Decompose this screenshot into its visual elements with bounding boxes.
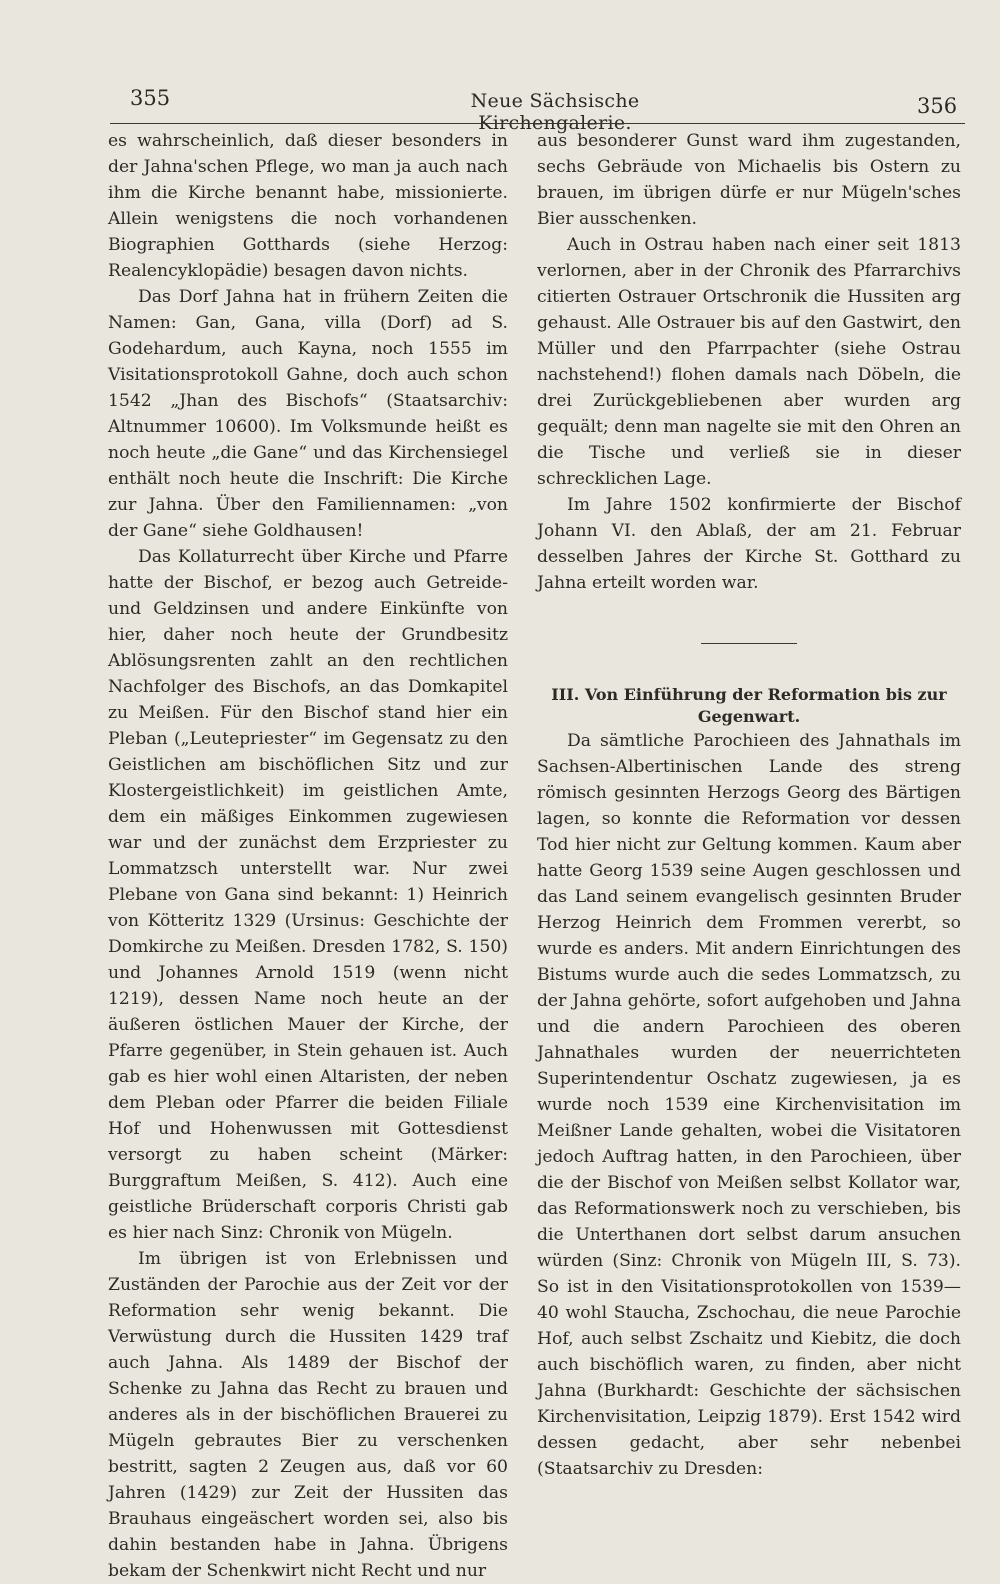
paragraph: es wahrscheinlich, daß dieser besonders in der Jahna'schen Pflege, wo man ja auch nach ihm die Kirche benannt habe, missionierte. Allein wenigstens die noch vorhandenen Biographien Gotthards (siehe Herzog: Realencyklopädie) besagen davon nichts. xyxy=(108,131,508,281)
header-rule xyxy=(110,123,965,124)
paragraph: aus besonderer Gunst ward ihm zugestanden, sechs Gebräude von Michaelis bis Ostern zu brauen, im übrigen dürfe er nur Mügeln'sches Bier ausschenken. xyxy=(537,131,961,229)
paragraph: Im übrigen ist von Erlebnissen und Zuständen der Parochie aus der Zeit vor der Reformation sehr wenig bekannt. Die Verwüstung durch die Hussiten 1429 traf auch Jahna. Als 1489 der Bischof der Schenke zu Jahna das Recht zu brauen und anderes als in der bischöflichen Brauerei zu Mügeln gebrautes Bier zu verschenken bestritt, sagten 2 Zeugen aus, daß vor 60 Jahren (1429) zur Zeit der Hussiten das Brauhaus eingeäschert worden sei, also bis dahin bestanden habe in Jahna. Übrigens bekam der Schenkwirt nicht Recht und nur xyxy=(108,1249,508,1581)
left-column xyxy=(108,128,508,1584)
paragraph: Das Kollaturrecht über Kirche und Pfarre hatte der Bischof, er bezog auch Getreide- und Geldzinsen und andere Einkünfte von hier, daher noch heute der Grundbesitz Ablösungsrenten zahlt an den rechtlichen Nachfolger des Bischofs, an das Domkapitel zu Meißen. Für den Bischof stand hier ein Pleban („Leutepriester“ im Gegensatz zu den Geistlichen am bischöflichen Sitz und zur Klostergeistlichkeit) im geistlichen Amte, dem ein mäßiges Einkommen zugewiesen war und der zunächst dem Erzpriester zu Lommatzsch unterstellt war. Nur zwei Plebane von Gana sind bekannt: 1) Heinrich von Kötteritz 1329 (Ursinus: Geschichte der Domkirche zu Meißen. Dresden 1782, S. 150) und Johannes Arnold 1519 (wenn nicht 1219), dessen Name noch heute an der äußeren östlichen Mauer der Kirche, der Pfarre gegenüber, in Stein gehauen ist. Auch gab es hier wohl einen Altaristen, der neben dem Pleban oder Pfarrer die beiden Filiale Hof und Hohenwussen mit Gottesdienst versorgt zu haben scheint (Märker: Burggraftum Meißen, S. 412). Auch eine geistliche Brüderschaft corporis Christi gab es hier nach Sinz: Chronik von Mügeln. xyxy=(108,547,508,1243)
section-separator xyxy=(701,643,797,644)
paragraph: Das Dorf Jahna hat in frühern Zeiten die Namen: Gan, Gana, villa (Dorf) ad S. Godehardum, auch Kayna, noch 1555 im Visitationsprotokoll Gahne, doch auch schon 1542 „Jhan des Bischofs“ (Staatsarchiv: Altnummer 10600). Im Volksmunde heißt es noch heute „die Gane“ und das Kirchensiegel enthält noch heute die Inschrift: Die Kirche zur Jahna. Über den Familiennamen: „von der Gane“ siehe Goldhausen! xyxy=(108,287,508,541)
paragraph: Da sämtliche Parochieen des Jahnathals im Sachsen-Albertinischen Lande des streng römisch gesinnten Herzogs Georg des Bärtigen lagen, so konnte die Reformation vor dessen Tod hier nicht zur Geltung kommen. Kaum aber hatte Georg 1539 seine Augen geschlossen und das Land seinem evangelisch gesinnten Bruder Herzog Heinrich dem Frommen vererbt, so wurde es anders. Mit andern Einrichtungen des Bistums wurde auch die sedes Lommatzsch, zu der Jahna gehörte, sofort aufgehoben und Jahna und die andern Parochieen des oberen Jahnathales wurden der neuerrichteten Superintendentur Oschatz zugewiesen, ja es wurde noch 1539 eine Kirchenvisitation im Meißner Lande gehalten, wobei die Visitatoren jedoch Auftrag hatten, in den Parochieen, über die der Bischof von Meißen selbst Kollator war, das Reformationswerk noch zu verschieben, bis die Unterthanen dort selbst darum ansuchen würden (Sinz: Chronik von Mügeln III, S. 73). So ist in den Visitationsprotokollen von 1539—40 wohl Staucha, Zschochau, die neue Parochie Hof, auch selbst Zschaitz und Kiebitz, die doch auch bischöflich waren, zu finden, aber nicht Jahna (Burkhardt: Geschichte der sächsischen Kirchenvisitation, Leipzig 1879). Erst 1542 wird dessen gedacht, aber sehr nebenbei (Staatsarchiv zu Dresden: xyxy=(537,731,961,1479)
right-column xyxy=(537,128,961,1482)
page-number-right: 356 xyxy=(917,94,958,118)
section-heading: III. Von Einführung der Reformation bis zur Gegenwart. xyxy=(551,685,947,726)
page-number-left: 355 xyxy=(130,86,171,110)
paragraph: Im Jahre 1502 konfirmierte der Bischof Johann VI. den Ablaß, der am 21. Februar desselben Jahres der Kirche St. Gotthard zu Jahna erteilt worden war. xyxy=(537,495,961,593)
running-title: Neue Sächsische Kirchengalerie. xyxy=(470,90,640,134)
paragraph: Auch in Ostrau haben nach einer seit 1813 verlornen, aber in der Chronik des Pfarrarchivs citierten Ostrauer Ortschronik die Hussiten arg gehaust. Alle Ostrauer bis auf den Gastwirt, den Müller und den Pfarrpachter (siehe Ostrau nachstehend!) flohen damals nach Döbeln, die drei Zurückgebliebenen aber wurden arg gequält; denn man nagelte sie mit den Ohren an die Tische und verließ sie in dieser schrecklichen Lage. xyxy=(537,235,961,489)
